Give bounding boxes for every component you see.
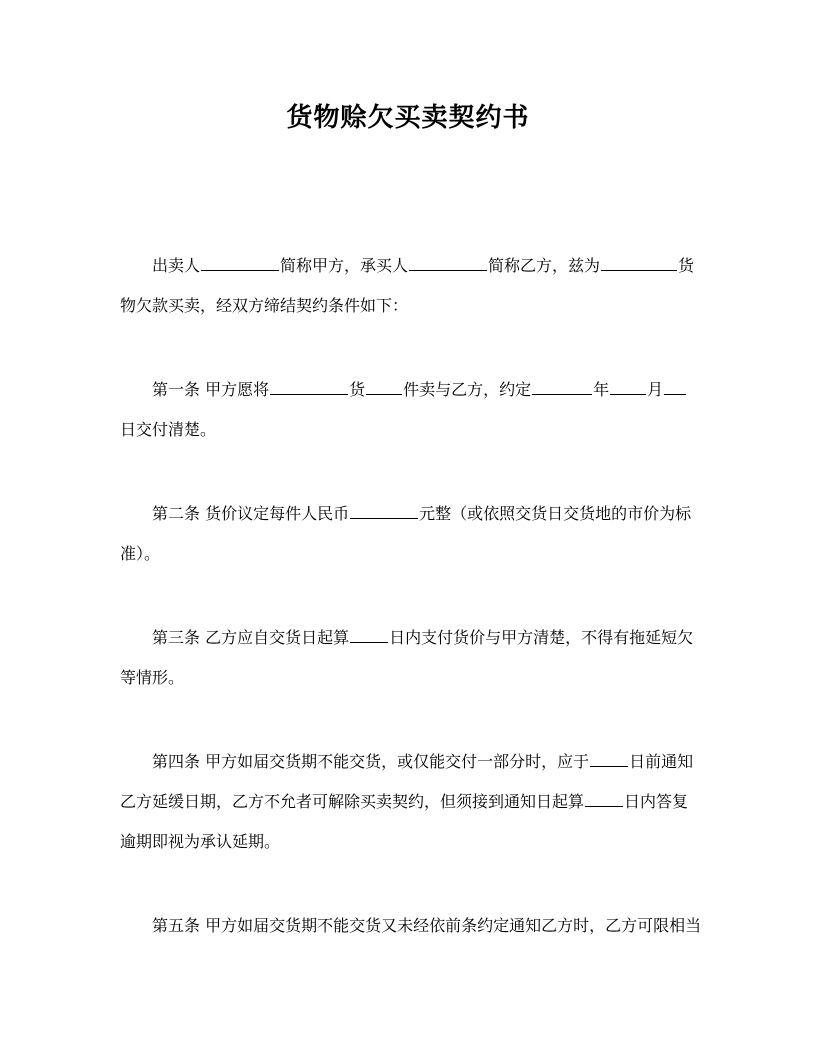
- intro-line-2: 物欠款买卖，经双方缔结契约条件如下：: [120, 296, 409, 315]
- article-1-line-2: 日交付清楚。: [120, 420, 217, 439]
- text-notice-end: 日前通知: [629, 752, 694, 771]
- text-article-4-start: 第四条 甲方如届交货期不能交货，或仅能交付一部分时，应于: [152, 752, 590, 771]
- text-article-3-end: 日内支付货价与甲方清楚，不得有拖延短欠: [389, 628, 694, 647]
- intro-line-1: [120, 246, 698, 286]
- blank-payment-days[interactable]: [350, 624, 388, 643]
- text-article-1-start: 第一条 甲方愿将: [152, 380, 270, 399]
- article-4-line-1: [120, 742, 698, 782]
- text-sell-to-b: 件卖与乙方，约定: [403, 380, 532, 399]
- text-article-2-start: 第二条 货价议定每件人民币: [152, 504, 350, 523]
- text-short-party-b: 简称乙方，兹为: [488, 256, 601, 275]
- article-4-line-2: [120, 782, 698, 822]
- text-article-3-start: 第三条 乙方应自交货日起算: [152, 628, 350, 647]
- blank-year[interactable]: [532, 376, 592, 395]
- text-goods-word: 货: [349, 380, 366, 399]
- text-goods: 货: [678, 256, 695, 275]
- article-3-line-2: 等情形。: [120, 668, 185, 687]
- document-title: 货物赊欠买卖契约书: [286, 103, 530, 133]
- text-article-2-end: 元整（或依照交货日交货地的市价为标: [419, 504, 692, 523]
- text-month: 月: [647, 380, 664, 399]
- blank-quantity[interactable]: [366, 376, 402, 395]
- article-1: [120, 370, 698, 450]
- article-3: [120, 618, 698, 698]
- text-seller: 出卖人: [152, 256, 201, 275]
- text-year: 年: [593, 380, 610, 399]
- blank-goods-type[interactable]: [270, 376, 348, 395]
- blank-seller[interactable]: [201, 252, 279, 271]
- intro-paragraph: [120, 246, 698, 326]
- text-reply-end: 日内答复: [624, 792, 689, 811]
- article-2: [120, 494, 698, 574]
- blank-buyer[interactable]: [409, 252, 487, 271]
- article-5-line-1: 第五条 甲方如届交货期不能交货又未经依前条约定通知乙方时，乙方可限相当: [152, 916, 702, 935]
- article-4-line-3: 逾期即视为承认延期。: [120, 832, 281, 851]
- article-2-line-1: [120, 494, 698, 534]
- article-2-line-2: 准）。: [120, 544, 161, 563]
- blank-unit-price[interactable]: [350, 500, 418, 519]
- article-4: [120, 742, 698, 862]
- text-article-4-mid: 乙方延缓日期，乙方不允者可解除买卖契约，但须接到通知日起算: [120, 792, 585, 811]
- blank-day[interactable]: [664, 376, 686, 395]
- text-short-party-a: 简称甲方，承买人: [280, 256, 409, 275]
- blank-reply-days[interactable]: [585, 788, 623, 807]
- article-3-line-1: [120, 618, 698, 658]
- blank-goods-name[interactable]: [601, 252, 677, 271]
- article-5: [120, 906, 702, 946]
- blank-month[interactable]: [610, 376, 646, 395]
- blank-notice-days[interactable]: [590, 748, 628, 767]
- article-1-line-1: [120, 370, 698, 410]
